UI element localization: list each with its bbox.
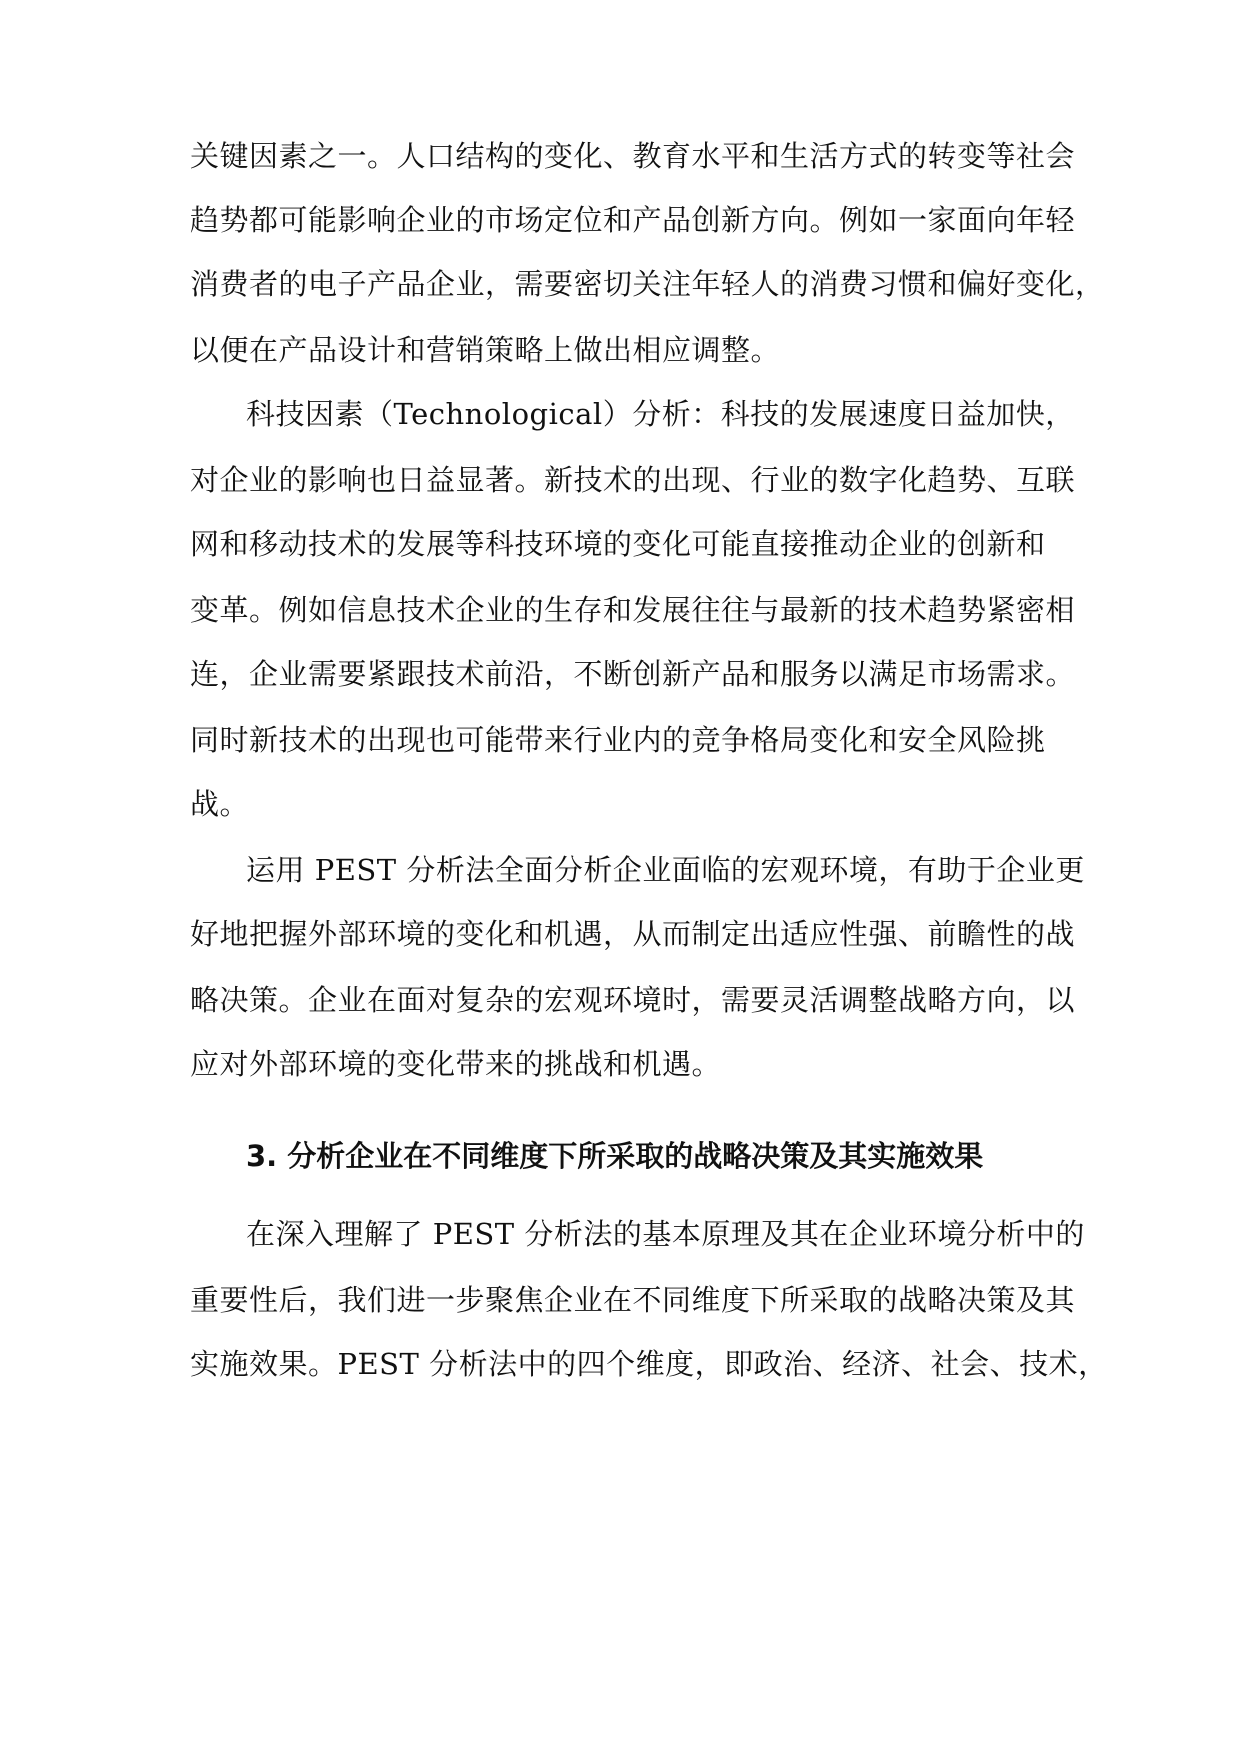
paragraph-2-line-3: 网和移动技术的发展等科技环境的变化可能直接推动企业的创新和 <box>190 527 1046 561</box>
paragraph-3-line-2: 好地把握外部环境的变化和机遇，从而制定出适应性强、前瞻性的战 <box>190 917 1076 951</box>
paragraph-2-line-2: 对企业的影响也日益显著。新技术的出现、行业的数字化趋势、互联 <box>190 463 1076 497</box>
paragraph-1-line-1: 关键因素之一。人口结构的变化、教育水平和生活方式的转变等社会 <box>190 139 1076 173</box>
paragraph-1-line-3: 消费者的电子产品企业，需要密切关注年轻人的消费习惯和偏好变化， <box>190 267 1105 301</box>
paragraph-1-line-4: 以便在产品设计和营销策略上做出相应调整。 <box>190 333 781 367</box>
paragraph-3-line-1: 运用 PEST 分析法全面分析企业面临的宏观环境，有助于企业更 <box>246 853 1085 887</box>
section-heading: 3. 分析企业在不同维度下所采取的战略决策及其实施效果 <box>246 1139 984 1173</box>
paragraph-3-line-4: 应对外部环境的变化带来的挑战和机遇。 <box>190 1047 722 1081</box>
paragraph-2-line-7: 战。 <box>190 787 250 821</box>
paragraph-4-line-1: 在深入理解了 PEST 分析法的基本原理及其在企业环境分析中的 <box>246 1217 1085 1251</box>
paragraph-2-line-5: 连，企业需要紧跟技术前沿，不断创新产品和服务以满足市场需求。 <box>190 657 1076 691</box>
paragraph-1-line-2: 趋势都可能影响企业的市场定位和产品创新方向。例如一家面向年轻 <box>190 203 1076 237</box>
paragraph-2-line-6: 同时新技术的出现也可能带来行业内的竞争格局变化和安全风险挑 <box>190 723 1046 757</box>
paragraph-4-line-2: 重要性后，我们进一步聚焦企业在不同维度下所采取的战略决策及其 <box>190 1283 1076 1317</box>
paragraph-3-line-3: 略决策。企业在面对复杂的宏观环境时，需要灵活调整战略方向，以 <box>190 983 1076 1017</box>
paragraph-2-line-4: 变革。例如信息技术企业的生存和发展往往与最新的技术趋势紧密相 <box>190 593 1076 627</box>
paragraph-4-line-3: 实施效果。PEST 分析法中的四个维度，即政治、经济、社会、技术， <box>190 1347 1108 1381</box>
paragraph-2-line-1: 科技因素（Technological）分析：科技的发展速度日益加快， <box>246 397 1075 431</box>
